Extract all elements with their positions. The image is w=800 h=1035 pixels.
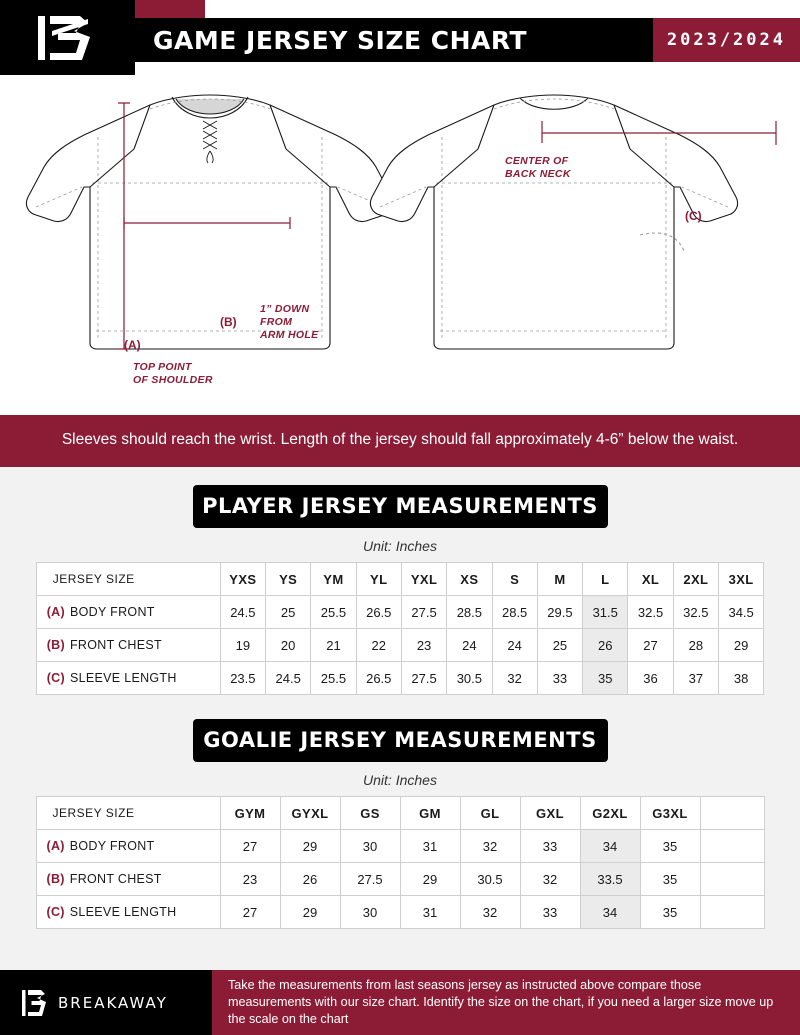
cell: 23.5 bbox=[220, 662, 265, 695]
cell: 26 bbox=[583, 629, 628, 662]
cell: 35 bbox=[640, 863, 700, 896]
table-row bbox=[36, 629, 764, 662]
cell: 32.5 bbox=[673, 596, 718, 629]
row-name-body-front: BODY FRONT bbox=[69, 839, 155, 854]
document-header bbox=[0, 0, 800, 75]
jersey-diagram-svg bbox=[0, 75, 800, 415]
cell: 30.5 bbox=[460, 863, 520, 896]
goalie-size-header: JERSEY SIZE bbox=[36, 797, 220, 830]
cell: 34.5 bbox=[718, 596, 763, 629]
cell: 30 bbox=[340, 830, 400, 863]
season-badge: 2023/2024 bbox=[653, 18, 800, 62]
player-col-yxs: YXS bbox=[220, 563, 265, 596]
cell: 28 bbox=[673, 629, 718, 662]
row-tag-a: (A) bbox=[46, 605, 65, 620]
cell: 25.5 bbox=[311, 662, 356, 695]
cell: 26 bbox=[280, 863, 340, 896]
fit-note: Sleeves should reach the wrist. Length of the jersey should fall approximately 4-6” below the waist. bbox=[0, 415, 800, 467]
row-name-sleeve-length: SLEEVE LENGTH bbox=[69, 905, 177, 920]
cell: 35 bbox=[583, 662, 628, 695]
cell: 25.5 bbox=[311, 596, 356, 629]
cell: 28.5 bbox=[447, 596, 492, 629]
cell: 23 bbox=[401, 629, 446, 662]
cell: 34 bbox=[580, 830, 640, 863]
cell: 27.5 bbox=[401, 662, 446, 695]
player-col-m: M bbox=[537, 563, 582, 596]
player-row-label-b bbox=[36, 629, 220, 662]
player-col-ym: YM bbox=[311, 563, 356, 596]
cell: 20 bbox=[266, 629, 311, 662]
player-col-l: L bbox=[583, 563, 628, 596]
cell: 32 bbox=[460, 830, 520, 863]
cell: 19 bbox=[220, 629, 265, 662]
label-b-chest: (B) bbox=[220, 315, 237, 329]
cell: 30.5 bbox=[447, 662, 492, 695]
cell: 25 bbox=[537, 629, 582, 662]
cell: 29 bbox=[280, 896, 340, 929]
cell: 32 bbox=[520, 863, 580, 896]
row-tag-b: (B) bbox=[46, 638, 65, 653]
player-section-title: PLAYER JERSEY MEASUREMENTS bbox=[193, 485, 608, 528]
cell: 32 bbox=[492, 662, 537, 695]
cell: 27.5 bbox=[340, 863, 400, 896]
goalie-measurements-table bbox=[36, 796, 765, 929]
player-col-yl: YL bbox=[356, 563, 401, 596]
row-name-sleeve-length: SLEEVE LENGTH bbox=[69, 671, 177, 686]
row-tag-c: (C) bbox=[46, 671, 65, 686]
cell: 33 bbox=[537, 662, 582, 695]
page-title: GAME JERSEY SIZE CHART bbox=[153, 25, 528, 55]
cell: 29 bbox=[718, 629, 763, 662]
cell: 30 bbox=[340, 896, 400, 929]
player-col-ys: YS bbox=[266, 563, 311, 596]
table-row bbox=[36, 830, 764, 863]
player-row-label-c bbox=[36, 662, 220, 695]
footer-brand-name: BREAKAWAY bbox=[58, 993, 168, 1012]
cell: 34 bbox=[580, 896, 640, 929]
goalie-col-gm: GM bbox=[400, 797, 460, 830]
player-col-s: S bbox=[492, 563, 537, 596]
goalie-col-g3xl: G3XL bbox=[640, 797, 700, 830]
footer-instructions: Take the measurements from last seasons jersey as instructed above compare those measurements with our size chart. Identify the size on the chart, if you need a larger size move up the scale on the chart bbox=[212, 970, 800, 1035]
player-size-header: JERSEY SIZE bbox=[36, 563, 220, 596]
cell-spacer bbox=[700, 830, 764, 863]
goalie-col-gxl: GXL bbox=[520, 797, 580, 830]
cell: 35 bbox=[640, 830, 700, 863]
cell: 21 bbox=[311, 629, 356, 662]
callout-top-point-of-shoulder: TOP POINT OF SHOULDER bbox=[133, 361, 213, 387]
goalie-unit-label: Unit: Inches bbox=[363, 772, 437, 789]
callout-center-back-neck: CENTER OF BACK NECK bbox=[505, 155, 571, 181]
goalie-section-title: GOALIE JERSEY MEASUREMENTS bbox=[193, 719, 608, 762]
cell: 27 bbox=[220, 896, 280, 929]
goalie-col-gl: GL bbox=[460, 797, 520, 830]
player-col-xs: XS bbox=[447, 563, 492, 596]
player-col-yxl: YXL bbox=[401, 563, 446, 596]
cell: 36 bbox=[628, 662, 673, 695]
cell: 25 bbox=[266, 596, 311, 629]
player-jersey-section bbox=[0, 467, 800, 697]
table-row bbox=[36, 662, 764, 695]
player-unit-label: Unit: Inches bbox=[363, 538, 437, 555]
brand-logo bbox=[0, 0, 135, 75]
row-tag-a: (A) bbox=[46, 839, 65, 854]
player-row-label-a bbox=[36, 596, 220, 629]
cell: 31 bbox=[400, 830, 460, 863]
cell: 27 bbox=[628, 629, 673, 662]
table-row bbox=[36, 596, 764, 629]
cell: 37 bbox=[673, 662, 718, 695]
cell: 35 bbox=[640, 896, 700, 929]
footer-brand bbox=[0, 970, 212, 1035]
goalie-col-gyxl: GYXL bbox=[280, 797, 340, 830]
goalie-col-spacer bbox=[700, 797, 764, 830]
row-tag-b: (B) bbox=[46, 872, 65, 887]
cell: 32.5 bbox=[628, 596, 673, 629]
cell: 26.5 bbox=[356, 662, 401, 695]
cell-spacer bbox=[700, 896, 764, 929]
breakaway-b-logo-icon bbox=[36, 13, 100, 63]
row-name-front-chest: FRONT CHEST bbox=[69, 872, 162, 887]
cell: 24 bbox=[447, 629, 492, 662]
goalie-col-gym: GYM bbox=[220, 797, 280, 830]
cell: 27.5 bbox=[401, 596, 446, 629]
cell: 29 bbox=[280, 830, 340, 863]
goalie-col-gs: GS bbox=[340, 797, 400, 830]
player-col-2xl: 2XL bbox=[673, 563, 718, 596]
cell: 22 bbox=[356, 629, 401, 662]
cell: 31.5 bbox=[583, 596, 628, 629]
cell: 38 bbox=[718, 662, 763, 695]
cell: 29 bbox=[400, 863, 460, 896]
player-col-3xl: 3XL bbox=[718, 563, 763, 596]
document-footer bbox=[0, 970, 800, 1035]
label-c-sleeve: (C) bbox=[685, 209, 702, 223]
cell: 24 bbox=[492, 629, 537, 662]
row-name-front-chest: FRONT CHEST bbox=[69, 638, 162, 653]
goalie-row-label-c bbox=[36, 896, 220, 929]
table-header-row bbox=[36, 797, 764, 830]
goalie-row-label-b bbox=[36, 863, 220, 896]
cell: 23 bbox=[220, 863, 280, 896]
table-header-row bbox=[36, 563, 764, 596]
cell: 26.5 bbox=[356, 596, 401, 629]
table-row bbox=[36, 863, 764, 896]
cell: 27 bbox=[220, 830, 280, 863]
cell: 29.5 bbox=[537, 596, 582, 629]
row-tag-c: (C) bbox=[46, 905, 65, 920]
title-bar bbox=[135, 18, 800, 62]
callout-one-inch-down: 1” DOWN FROM ARM HOLE bbox=[260, 303, 319, 342]
jersey-illustration bbox=[0, 75, 800, 415]
goalie-row-label-a bbox=[36, 830, 220, 863]
player-col-xl: XL bbox=[628, 563, 673, 596]
cell: 24.5 bbox=[266, 662, 311, 695]
cell: 33 bbox=[520, 896, 580, 929]
cell: 28.5 bbox=[492, 596, 537, 629]
cell: 31 bbox=[400, 896, 460, 929]
cell: 33 bbox=[520, 830, 580, 863]
breakaway-b-logo-icon bbox=[22, 989, 48, 1017]
row-name-body-front: BODY FRONT bbox=[69, 605, 155, 620]
table-row bbox=[36, 896, 764, 929]
cell-spacer bbox=[700, 863, 764, 896]
cell: 24.5 bbox=[220, 596, 265, 629]
goalie-col-g2xl: G2XL bbox=[580, 797, 640, 830]
label-a-front: (A) bbox=[124, 338, 141, 352]
goalie-jersey-section bbox=[0, 697, 800, 931]
cell: 32 bbox=[460, 896, 520, 929]
player-measurements-table bbox=[36, 562, 765, 695]
cell: 33.5 bbox=[580, 863, 640, 896]
